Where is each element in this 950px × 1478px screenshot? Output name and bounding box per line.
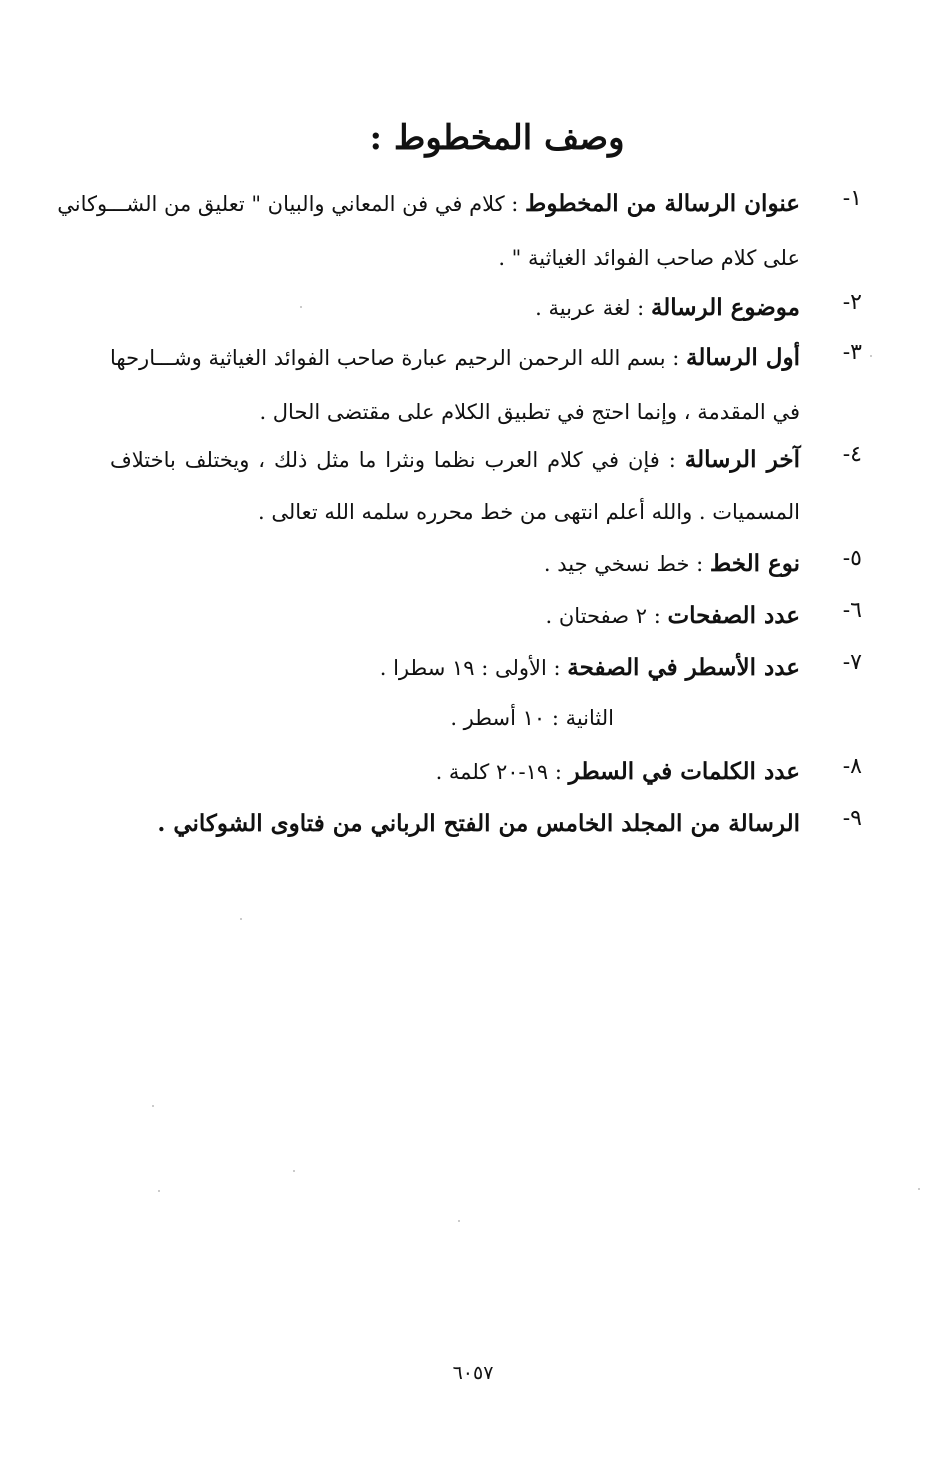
item-text: : بسم الله الرحمن الرحيم عبارة صاحب الفوائد الغياثية وشـــارحها: [110, 346, 680, 370]
item-number: ٤-: [842, 442, 862, 467]
scan-speck: [240, 918, 242, 920]
scan-speck: [870, 355, 872, 357]
item-label: عدد الأسطر في الصفحة: [567, 654, 800, 681]
page-title: [0, 118, 950, 158]
item-text: : خط نسخي جيد .: [543, 552, 704, 576]
item-label: موضوع الرسالة: [650, 294, 800, 321]
item-text: : الأولى : ١٩ سطرا .: [379, 656, 561, 680]
item-line-1: [436, 754, 800, 790]
item-number: ١-: [842, 186, 862, 211]
item-label: عنوان الرسالة من المخطوط: [525, 190, 800, 217]
item-label: عدد الكلمات في السطر: [568, 758, 800, 785]
item-number: ٧-: [842, 650, 862, 675]
item-number: ٨-: [842, 754, 862, 779]
item-label: آخر الرسالة: [684, 446, 800, 473]
item-number: ٥-: [842, 546, 862, 571]
item-text: : ٢ صفحتان .: [545, 604, 661, 628]
page-number: [0, 1362, 950, 1384]
item-line-1: [110, 340, 800, 376]
item-text: : كلام في فن المعاني والبيان " تعليق من الشـــوكاني: [57, 192, 519, 216]
scan-speck: [918, 1188, 920, 1190]
item-text: : ١٩-٢٠ كلمة .: [435, 760, 562, 784]
item-line-2: في المقدمة ، وإنما احتج في تطبيق الكلام على مقتضى الحال .: [259, 400, 800, 424]
item-line-1: [535, 290, 800, 326]
scan-speck: [152, 1105, 154, 1107]
item-line-1: [544, 546, 800, 582]
item-line-1: [157, 806, 800, 842]
item-label: عدد الصفحات: [667, 602, 800, 629]
page-number-text: ٦٠٥٧: [452, 1362, 494, 1384]
item-number: ٩-: [842, 806, 862, 831]
item-line-2: على كلام صاحب الفوائد الغياثية " .: [498, 246, 800, 270]
item-number: ٢-: [842, 290, 862, 315]
item-text: : لغة عربية .: [535, 296, 645, 320]
item-line-2: الثانية : ١٠ أسطر .: [450, 706, 614, 730]
scan-speck: [158, 1190, 160, 1192]
item-text: : فإن في كلام العرب نظما ونثرا ما مثل ذلك ، ويختلف باختلاف: [110, 448, 676, 472]
item-line-1: [380, 650, 800, 686]
item-label: نوع الخط: [709, 550, 800, 577]
scan-speck: [458, 1220, 460, 1222]
scan-speck: [300, 306, 302, 308]
item-number: ٦-: [842, 598, 862, 623]
scan-speck: [293, 1170, 295, 1172]
item-line-2: المسميات . والله أعلم انتهى من خط محرره سلمه الله تعالى .: [258, 500, 800, 524]
page-title-text: وصف المخطوط :: [369, 118, 625, 158]
item-line-1: [110, 442, 800, 478]
item-label: أول الرسالة: [686, 344, 800, 371]
item-number: ٣-: [842, 340, 862, 365]
item-label: الرسالة من المجلد الخامس من الفتح الرباني من فتاوى الشوكاني .: [157, 810, 800, 837]
item-line-1: [546, 598, 800, 634]
item-line-1: [57, 186, 800, 222]
